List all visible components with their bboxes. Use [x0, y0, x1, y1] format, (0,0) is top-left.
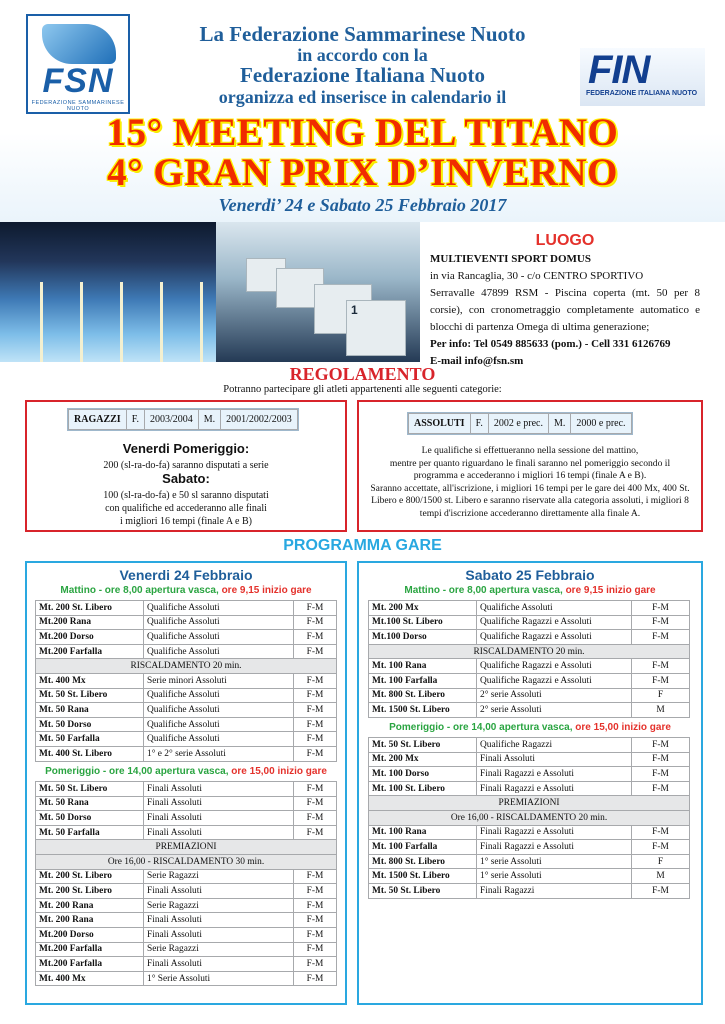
event-description: Qualifiche Assoluti — [144, 644, 294, 659]
event-description: Qualifiche Assoluti — [144, 630, 294, 645]
event-name: Mt. 50 Farfalla — [36, 825, 144, 840]
ragazzi-f: F. — [126, 410, 144, 430]
saturday-morning-table — [368, 600, 690, 718]
event-name: Mt.200 Dorso — [36, 927, 144, 942]
event-name: Mt.200 Farfalla — [36, 942, 144, 957]
event-name: Mt. 100 Dorso — [369, 767, 477, 782]
table-row — [36, 615, 337, 630]
event-name: Mt.200 Rana — [36, 615, 144, 630]
friday-morning-table — [35, 600, 337, 762]
header-line3: Federazione Italiana Nuoto — [240, 63, 485, 87]
event-name: Mt. 50 St. Libero — [369, 738, 477, 753]
table-row — [36, 927, 337, 942]
event-name: Mt. 1500 St. Libero — [369, 703, 477, 718]
event-name: Mt.200 Farfalla — [36, 644, 144, 659]
event-name: Mt. 100 Rana — [369, 825, 477, 840]
event-description: Finali Assoluti — [144, 825, 294, 840]
event-description: Finali Assoluti — [477, 752, 632, 767]
event-gender: F-M — [632, 883, 690, 898]
event-gender: F-M — [632, 752, 690, 767]
fin-logo-text: FIN — [588, 48, 650, 92]
event-gender: F-M — [294, 898, 337, 913]
assoluti-rule-4: Saranno accettate, all'iscrizione, i migliori 16 tempi per le gare dei 400 Mx, 400 St. — [370, 482, 690, 494]
event-gender: F-M — [632, 767, 690, 782]
section-note: RISCALDAMENTO 20 min. — [369, 644, 690, 659]
event-name: Mt. 800 St. Libero — [369, 854, 477, 869]
table-row — [369, 854, 690, 869]
event-name: Mt.100 St. Libero — [369, 615, 477, 630]
event-name: Mt.100 Dorso — [369, 630, 477, 645]
table-row — [36, 782, 337, 797]
fsn-logo-sub: FEDERAZIONE SAMMARINESE NUOTO — [31, 100, 125, 112]
event-gender: F-M — [294, 615, 337, 630]
table-row — [369, 840, 690, 855]
assoluti-box — [357, 400, 703, 532]
event-description: Finali Assoluti — [144, 811, 294, 826]
friday-title: Venerdi 24 Febbraio — [119, 567, 253, 583]
friday-morning-header — [25, 585, 347, 596]
saturday-morning-open: Mattino - ore 8,00 apertura vasca, — [404, 585, 563, 596]
assoluti-categories — [407, 412, 633, 435]
sabato-text-3: i migliori 16 tempi (finale A e B) — [120, 516, 252, 527]
venue-name: MULTIEVENTI SPORT DOMUS — [430, 253, 591, 265]
event-description: Serie Ragazzi — [144, 898, 294, 913]
ven-pom-title: Venerdi Pomeriggio: — [122, 441, 250, 456]
table-row — [369, 659, 690, 674]
event-description: Qualifiche Ragazzi e Assoluti — [477, 630, 632, 645]
event-gender: F-M — [294, 717, 337, 732]
event-description: Finali Assoluti — [144, 913, 294, 928]
event-gender: F-M — [632, 615, 690, 630]
table-row — [369, 601, 690, 616]
event-title-1: 15° MEETING DEL TITANO — [106, 111, 619, 154]
event-gender: F-M — [632, 630, 690, 645]
table-row — [36, 796, 337, 811]
event-gender: F-M — [294, 796, 337, 811]
event-name: Mt. 100 Farfalla — [369, 673, 477, 688]
assoluti-label: ASSOLUTI — [409, 414, 471, 434]
saturday-afternoon-header — [357, 722, 703, 733]
event-gender: F — [632, 854, 690, 869]
ven-pom-text: 200 (sl-ra-do-fa) saranno disputati a serie — [103, 460, 269, 471]
table-row — [36, 825, 337, 840]
section-note-row — [36, 659, 337, 674]
friday-morning-open: Mattino - ore 8,00 apertura vasca, — [60, 585, 219, 596]
event-name: Mt. 50 Dorso — [36, 717, 144, 732]
assoluti-rule-3: programma e accederanno i migliori 16 tempi (finale A e B). — [413, 470, 647, 481]
table-row — [369, 688, 690, 703]
pool-photo — [0, 222, 216, 362]
block-number: 1 — [351, 303, 358, 317]
event-description: Finali Ragazzi e Assoluti — [477, 781, 632, 796]
event-name: Mt. 200 St. Libero — [36, 884, 144, 899]
table-row — [369, 615, 690, 630]
event-gender: F-M — [294, 644, 337, 659]
friday-afternoon-start: ore 15,00 inizio gare — [231, 766, 327, 777]
event-gender: F-M — [294, 971, 337, 986]
event-gender: F-M — [294, 746, 337, 761]
event-title-2: 4° GRAN PRIX D’INVERNO — [107, 151, 618, 194]
event-name: Mt. 50 Rana — [36, 796, 144, 811]
section-note: PREMIAZIONI — [36, 840, 337, 855]
event-description: Finali Ragazzi e Assoluti — [477, 767, 632, 782]
table-row — [369, 752, 690, 767]
event-name: Mt.200 Farfalla — [36, 957, 144, 972]
saturday-afternoon-start: ore 15,00 inizio gare — [575, 722, 671, 733]
regolamento-title: REGOLAMENTO — [289, 364, 436, 384]
event-gender: F-M — [632, 673, 690, 688]
event-description: Finali Assoluti — [144, 927, 294, 942]
event-name: Mt. 100 St. Libero — [369, 781, 477, 796]
event-name: Mt. 50 Dorso — [36, 811, 144, 826]
section-note: RISCALDAMENTO 20 min. — [36, 659, 337, 674]
event-gender: F-M — [294, 869, 337, 884]
event-description: Qualifiche Assoluti — [477, 601, 632, 616]
friday-afternoon-header — [25, 766, 347, 777]
table-row — [36, 884, 337, 899]
saturday-morning-start: ore 9,15 inizio gare — [565, 585, 656, 596]
event-gender: F-M — [294, 732, 337, 747]
table-row — [36, 601, 337, 616]
table-row — [369, 673, 690, 688]
table-row — [36, 630, 337, 645]
starting-blocks-photo — [216, 222, 420, 362]
event-name: Mt. 200 Mx — [369, 601, 477, 616]
table-row — [36, 811, 337, 826]
table-row — [369, 869, 690, 884]
event-name: Mt. 200 St. Libero — [36, 601, 144, 616]
table-row — [369, 883, 690, 898]
event-gender: F-M — [632, 825, 690, 840]
event-gender: F-M — [632, 738, 690, 753]
regolamento-intro: Potranno partecipare gli atleti appartenenti alle seguenti categorie: — [223, 384, 502, 395]
saturday-morning-header — [357, 585, 703, 596]
header-line1: La Federazione Sammarinese Nuoto — [199, 22, 526, 46]
assoluti-rule-1: Le qualifiche si effettueranno nella sessione del mattino, — [421, 445, 639, 456]
table-row — [36, 688, 337, 703]
event-name: Mt. 50 St. Libero — [36, 782, 144, 797]
event-name: Mt. 50 St. Libero — [36, 688, 144, 703]
assoluti-rule-5: Libero e 800/1500 st. Libero e saranno riservate alla categoria assoluti, i migliori 8 — [371, 495, 689, 506]
event-description: 1° serie Assoluti — [477, 854, 632, 869]
event-description: 1° e 2° serie Assoluti — [144, 746, 294, 761]
saturday-afternoon-table — [368, 737, 690, 899]
section-note-row — [36, 840, 337, 855]
event-description: Serie minori Assoluti — [144, 673, 294, 688]
table-row — [36, 957, 337, 972]
event-description: Serie Ragazzi — [144, 942, 294, 957]
venue-description: Serravalle 47899 RSM - Piscina coperta (mt. 50 per 8 corsie), con cronometraggio completamente automatico e blocchi di partenza Omega di ultima generazione; — [430, 287, 700, 333]
event-gender: F-M — [632, 601, 690, 616]
assoluti-f: F. — [470, 414, 488, 434]
event-description: Serie Ragazzi — [144, 869, 294, 884]
event-gender: F-M — [294, 782, 337, 797]
event-gender: F-M — [294, 957, 337, 972]
section-note: PREMIAZIONI — [369, 796, 690, 811]
table-row — [36, 942, 337, 957]
programma-title: PROGRAMMA GARE — [283, 537, 442, 554]
event-description: Qualifiche Ragazzi e Assoluti — [477, 659, 632, 674]
ragazzi-box — [25, 400, 347, 532]
event-name: Mt. 200 St. Libero — [36, 869, 144, 884]
event-name: Mt. 400 Mx — [36, 971, 144, 986]
table-row — [36, 898, 337, 913]
event-name: Mt. 50 St. Libero — [369, 883, 477, 898]
event-description: Finali Assoluti — [144, 957, 294, 972]
friday-afternoon-table — [35, 781, 337, 986]
event-name: Mt. 800 St. Libero — [369, 688, 477, 703]
header-line2: in accordo con la — [297, 45, 428, 65]
sabato-title: Sabato: — [162, 471, 210, 486]
event-description: Qualifiche Ragazzi — [477, 738, 632, 753]
event-description: 1° Serie Assoluti — [144, 971, 294, 986]
event-description: Finali Assoluti — [144, 884, 294, 899]
table-row — [36, 746, 337, 761]
table-row — [36, 971, 337, 986]
event-gender: F-M — [294, 913, 337, 928]
ragazzi-categories — [67, 408, 299, 431]
table-row — [369, 738, 690, 753]
event-description: Finali Ragazzi e Assoluti — [477, 825, 632, 840]
friday-afternoon-open: Pomeriggio - ore 14,00 apertura vasca, — [45, 766, 229, 777]
event-description: Qualifiche Assoluti — [144, 615, 294, 630]
saturday-afternoon-open: Pomeriggio - ore 14,00 apertura vasca, — [389, 722, 573, 733]
event-description: 2° serie Assoluti — [477, 688, 632, 703]
event-name: Mt. 200 Rana — [36, 913, 144, 928]
sabato-text-1: 100 (sl-ra-do-fa) e 50 sl saranno disputati — [103, 490, 269, 501]
ragazzi-m: M. — [198, 410, 220, 430]
table-row — [36, 644, 337, 659]
event-name: Mt. 50 Farfalla — [36, 732, 144, 747]
contact-info: Per info: Tel 0549 885633 (pom.) - Cell 331 6126769 — [430, 338, 671, 350]
venue-address: in via Rancaglia, 30 - c/o CENTRO SPORTIVO — [430, 270, 644, 282]
ragazzi-f-years: 2003/2004 — [144, 410, 198, 430]
event-description: Qualifiche Assoluti — [144, 601, 294, 616]
event-name: Mt. 100 Farfalla — [369, 840, 477, 855]
table-row — [36, 673, 337, 688]
event-gender: F-M — [632, 781, 690, 796]
event-description: Qualifiche Assoluti — [144, 732, 294, 747]
assoluti-rule-6: tempi d'iscrizione accederanno direttamente alla finale A. — [419, 507, 641, 519]
event-description: Qualifiche Assoluti — [144, 688, 294, 703]
event-gender: M — [632, 703, 690, 718]
event-name: Mt. 400 St. Libero — [36, 746, 144, 761]
header-line4: organizza ed inserisce in calendario il — [218, 87, 507, 107]
section-note-row — [36, 854, 337, 869]
ragazzi-label: RAGAZZI — [69, 410, 127, 430]
fsn-logo-text: FSN — [42, 62, 114, 100]
section-note: Ore 16,00 - RISCALDAMENTO 20 min. — [369, 810, 690, 825]
table-row — [36, 703, 337, 718]
table-row — [369, 767, 690, 782]
event-gender: F-M — [294, 884, 337, 899]
event-name: Mt. 100 Rana — [369, 659, 477, 674]
event-description: Finali Assoluti — [144, 796, 294, 811]
ragazzi-m-years: 2001/2002/2003 — [221, 410, 298, 430]
luogo-title: LUOGO — [535, 232, 595, 249]
event-gender: F-M — [632, 840, 690, 855]
event-description: 1° serie Assoluti — [477, 869, 632, 884]
event-description: Qualifiche Assoluti — [144, 717, 294, 732]
table-row — [36, 717, 337, 732]
event-gender: M — [632, 869, 690, 884]
table-row — [369, 703, 690, 718]
event-gender: F-M — [632, 659, 690, 674]
assoluti-m: M. — [549, 414, 571, 434]
event-name: Mt. 1500 St. Libero — [369, 869, 477, 884]
table-row — [369, 630, 690, 645]
table-row — [36, 913, 337, 928]
event-date: Venerdi’ 24 e Sabato 25 Febbraio 2017 — [218, 195, 507, 215]
fin-logo-sub: FEDERAZIONE ITALIANA NUOTO — [586, 90, 698, 97]
event-gender: F-M — [294, 927, 337, 942]
table-row — [36, 732, 337, 747]
event-gender: F — [632, 688, 690, 703]
event-name: Mt. 200 Mx — [369, 752, 477, 767]
assoluti-rule-2: mentre per quanto riguardano le finali saranno nel pomeriggio secondo il — [389, 457, 671, 469]
event-name: Mt. 50 Rana — [36, 703, 144, 718]
contact-email: E-mail info@fsn.sm — [430, 355, 524, 367]
event-name: Mt. 400 Mx — [36, 673, 144, 688]
assoluti-f-years: 2002 e prec. — [488, 414, 548, 434]
event-gender: F-M — [294, 811, 337, 826]
friday-morning-start: ore 9,15 inizio gare — [221, 585, 312, 596]
event-gender: F-M — [294, 942, 337, 957]
event-gender: F-M — [294, 703, 337, 718]
event-description: 2° serie Assoluti — [477, 703, 632, 718]
section-note-row — [369, 810, 690, 825]
event-gender: F-M — [294, 688, 337, 703]
table-row — [36, 869, 337, 884]
section-note-row — [369, 644, 690, 659]
event-name: Mt.200 Dorso — [36, 630, 144, 645]
luogo-section — [430, 232, 700, 370]
event-description: Qualifiche Ragazzi e Assoluti — [477, 615, 632, 630]
event-description: Finali Assoluti — [144, 782, 294, 797]
event-gender: F-M — [294, 630, 337, 645]
event-gender: F-M — [294, 825, 337, 840]
section-note-row — [369, 796, 690, 811]
event-description: Qualifiche Ragazzi e Assoluti — [477, 673, 632, 688]
sabato-text-2: con qualifiche ed accederanno alle finali — [105, 503, 267, 514]
event-gender: F-M — [294, 601, 337, 616]
event-description: Finali Ragazzi — [477, 883, 632, 898]
table-row — [369, 825, 690, 840]
saturday-title: Sabato 25 Febbraio — [465, 567, 595, 583]
table-row — [369, 781, 690, 796]
event-description: Qualifiche Assoluti — [144, 703, 294, 718]
assoluti-m-years: 2000 e prec. — [571, 414, 631, 434]
section-note: Ore 16,00 - RISCALDAMENTO 30 min. — [36, 854, 337, 869]
assoluti-rules — [361, 445, 699, 520]
event-gender: F-M — [294, 673, 337, 688]
event-name: Mt. 200 Rana — [36, 898, 144, 913]
event-description: Finali Ragazzi e Assoluti — [477, 840, 632, 855]
